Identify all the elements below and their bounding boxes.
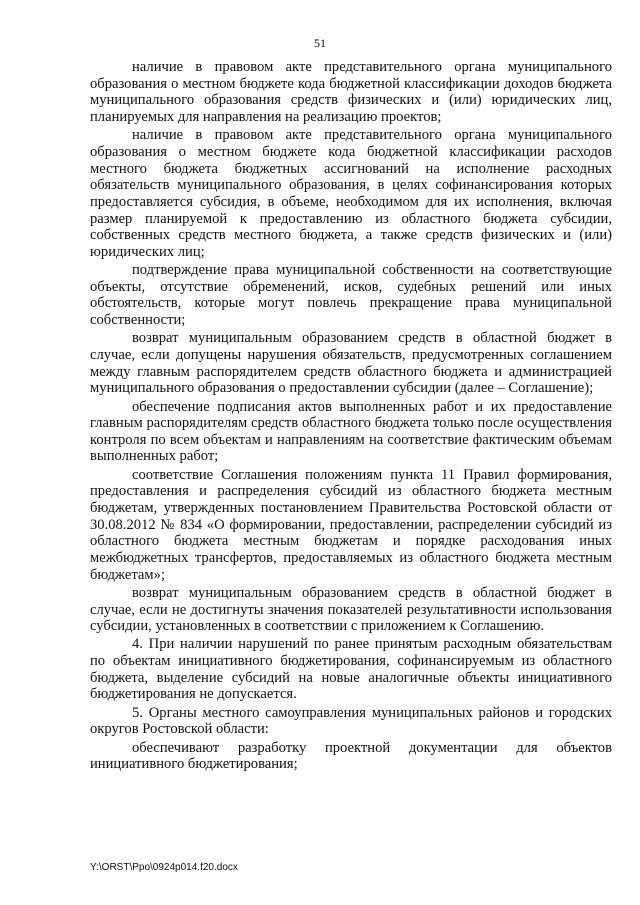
- paragraph-10: обеспечивают разработку проектной документации для объектов инициативного бюджетирования;: [90, 739, 612, 773]
- paragraph-9: 5. Органы местного самоуправления муниципальных районов и городских округов Ростовской области:: [90, 704, 612, 738]
- paragraph-2: наличие в правовом акте представительного органа муниципального образования о местном бюджете кода бюджетной классификации расходов местного бюджета бюджетных ассигнований на исполнение расходных обязательств муниципального образования, в целях софинансирования которых предоставляется субсидия, в объеме, необходимом для их исполнения, включая размер планируемой к предоставлению из областного бюджета субсидии, собственных средств местного бюджета, а также средств физических и (или) юридических лиц;: [90, 127, 612, 260]
- page-number: 51: [314, 36, 326, 50]
- paragraph-1: наличие в правовом акте представительного органа муниципального образования о местном бюджете кода бюджетной классификации доходов бюджета муниципального образования средств физических и (или) юридических лиц, планируемых для направления на реализацию проектов;: [90, 59, 612, 125]
- paragraph-5: обеспечение подписания актов выполненных работ и их предоставление главным распорядителям средств областного бюджета только после осуществления контроля по всем объектам и направлениям на соответствие фактическим объемам выполненных работ;: [90, 398, 612, 465]
- paragraph-6: соответствие Соглашения положениям пункта 11 Правил формирования, предоставления и распределения субсидий из областного бюджета местным бюджетам, утвержденных постановлением Правительства Ростовской области от 30.08.2012 № 834 «О формировании, предоставлении, распределении субсидий из областного бюджета местным бюджетам и порядке расходования иных межбюджетных трансфертов, предоставляемых из областного бюджета местным бюджетам»;: [90, 466, 612, 583]
- footer-file-path: Y:\ORST\Ppo\0924p014.f20.docx: [90, 862, 238, 873]
- paragraph-4: возврат муниципальным образованием средств в областной бюджет в случае, если допущены нарушения обязательств, предусмотренных соглашением между главным распорядителем средств областного бюджета и администрацией муниципального образования о предоставлении субсидии (далее – Соглашение);: [90, 330, 612, 397]
- paragraph-8: 4. При наличии нарушений по ранее принятым расходным обязательствам по объектам инициативного бюджетирования, софинансируемым из областного бюджета, выделение субсидий на новые аналогичные объекты инициативного бюджетирования не допускается.: [90, 636, 612, 703]
- paragraph-7: возврат муниципальным образованием средств в областной бюджет в случае, если не достигнуты значения показателей результативности использования субсидии, установленных в соответствии с приложением к Соглашению.: [90, 584, 612, 635]
- paragraph-3: подтверждение права муниципальной собственности на соответствующие объекты, отсутствие обременений, исков, судебных решений или иных обстоятельств, которые могут повлечь прекращение права муниципальной собственности;: [90, 262, 612, 329]
- document-body: [90, 59, 612, 775]
